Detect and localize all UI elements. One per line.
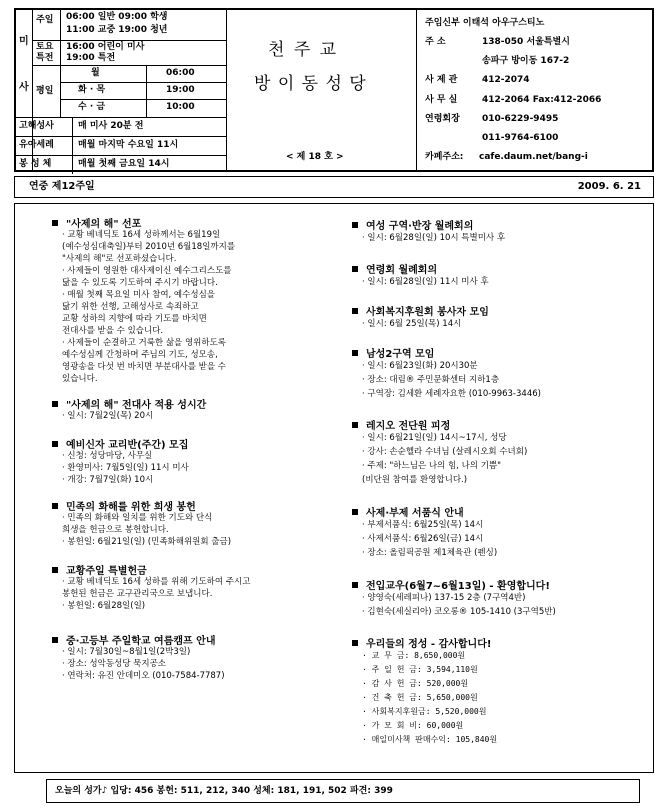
weekday-time-1: 06:00 <box>166 68 195 78</box>
text-line: · 일시: 6월 25일(목) 14시 <box>362 319 462 329</box>
text-line: · 봉헌일: 6월28일(일) <box>62 601 146 611</box>
text-line: · 일시: 6월28일(일) 10시 특별미사 후 <box>362 233 506 243</box>
infant-label: 유아세례 <box>19 140 54 150</box>
text-line: · 사제들이 순결하고 거룩한 삶을 영위하도록 <box>62 338 227 348</box>
divider <box>60 99 226 100</box>
address-line-2: 송파구 방이동 167-2 <box>482 56 570 66</box>
text-line: · 장소: 성악동성당 묵지공소 <box>62 659 166 669</box>
text-line: · 장소: 올림픽공원 제1체육관 (펜싱) <box>362 548 498 558</box>
offering-line: · 가 모 회 비: 60,000원 <box>362 721 464 730</box>
address-label: 주 소 <box>425 37 446 47</box>
issue-number: < 제 18 호 > <box>286 152 344 162</box>
text-line: "사제의 해"로 선포하셨습니다. <box>62 254 177 264</box>
anointing-value: 매월 첫째 금요일 14시 <box>78 159 170 169</box>
text-line: · 장소: 대림® 주민문화센터 지하1층 <box>362 375 500 385</box>
divider <box>72 117 73 174</box>
text-line: · 김현숙(세실리아) 코오롱® 105-1410 (3구역5반) <box>362 607 556 617</box>
text-line: 닮을 수 있도록 기도하여 주시기 바랍니다. <box>62 278 218 288</box>
week-bar <box>14 176 654 198</box>
president-phone-2: 011-9764-6100 <box>482 133 559 143</box>
confession-label: 고해성사 <box>19 121 54 131</box>
offering-line: · 매일미사책 판매수익: 105,840원 <box>362 735 498 744</box>
rectory-phone: 412-2074 <box>482 75 530 85</box>
saturday-times-1: 16:00 어린이 미사 <box>66 42 145 52</box>
section-title-new-parishioners: 전입교우(6월7~6월13일) - 환영합니다! <box>352 577 550 592</box>
sunday-times-1: 06:00 일반 09:00 학생 <box>66 12 168 22</box>
sunday-label: 주일 <box>36 15 54 25</box>
mass-label-mi: 미 <box>19 36 29 47</box>
text-line: · 양영숙(세레피나) 137-15 2층 (7구역4반) <box>362 593 526 603</box>
sunday-times-2: 11:00 교중 19:00 청년 <box>66 25 168 35</box>
section-title-legio-retreat: 레지오 전단원 피정 <box>352 417 450 432</box>
text-line: 교황 성하의 지향에 따라 기도를 바치면 <box>62 314 207 324</box>
priest-name: 주임신부 이태석 아우구스티노 <box>425 18 545 28</box>
section-title-year-of-priests: "사제의 해" 선포 <box>52 215 141 230</box>
church-title-2: 방 이 동 성 당 <box>254 74 367 94</box>
todays-hymns: 오늘의 성가♪ 입당: 456 봉헌: 511, 212, 340 성체: 181, 191, 502 파견: 399 <box>55 786 393 796</box>
mass-label-sa: 사 <box>19 82 29 93</box>
divider <box>146 65 147 117</box>
offering-line: · 주 일 헌 금: 3,594,110원 <box>362 665 478 674</box>
divider <box>32 65 226 66</box>
offering-line: · 교 무 금: 8,650,000원 <box>362 651 466 660</box>
office-label: 사 무 실 <box>425 95 458 105</box>
text-line: · 사제서품식: 6월26일(금) 14시 <box>362 534 484 544</box>
weekday-day-2: 화 · 목 <box>78 85 106 95</box>
text-line: · 교황 베네딕토 16세 성하께서는 6월19일 <box>62 230 221 240</box>
text-line: 영광송을 다섯 번 바치면 부분대사를 받을 수 <box>62 362 227 372</box>
text-line: · 교황 베네딕토 16세 성하를 위해 기도하여 주시고 <box>62 577 251 587</box>
announcements <box>14 203 654 773</box>
text-line: · 일시: 7월30일~8월1일(2박3일) <box>62 647 191 657</box>
text-line: · 매월 첫째 목요일 미사 참여, 예수성심을 <box>62 290 215 300</box>
text-line: · 환영미사: 7월5일(일) 11시 미사 <box>62 463 189 473</box>
text-line: · 사제들이 영원한 대사제이신 예수그리스도를 <box>62 266 232 276</box>
text-line: (예수성심대축일)부터 2010년 6월18일까지를 <box>62 242 236 252</box>
text-line: · 일시: 6월28일(일) 11시 미사 후 <box>362 277 489 287</box>
liturgical-week: 연중 제12주일 <box>29 181 95 192</box>
president-label: 연령회장 <box>425 114 460 124</box>
infant-value: 매월 마지막 수요일 11시 <box>78 140 179 150</box>
divider <box>16 117 226 118</box>
divider <box>16 136 226 137</box>
section-title-funeral-society: 연령회 월례회의 <box>352 261 437 276</box>
president-phone-1: 010-6229-9495 <box>482 114 559 124</box>
section-title-offerings: 우리들의 정성 - 감사합니다! <box>352 635 491 650</box>
section-title-social-welfare: 사회복지후원회 봉사자 모임 <box>352 303 489 318</box>
divider <box>416 10 417 170</box>
cafe-address: cafe.daum.net/bang-i <box>479 152 588 162</box>
office-phone: 412-2064 Fax:412-2066 <box>482 95 602 105</box>
divider <box>32 40 226 41</box>
text-line: · 민족의 화해와 일치를 위한 기도와 단식 <box>62 513 213 523</box>
weekday-time-2: 19:00 <box>166 85 195 95</box>
text-line: 전대사를 받을 수 있습니다. <box>62 326 164 336</box>
weekday-day-3: 수 · 금 <box>78 102 106 112</box>
section-title-papal-collection: 교황주일 특별헌금 <box>52 562 147 577</box>
text-line: · 개강: 7월7일(화) 10시 <box>62 475 154 485</box>
hymn-footer <box>46 779 640 803</box>
text-line: · 일시: 6월21일(일) 14시~17시, 성당 <box>362 433 507 443</box>
section-title-catechumen-class: 예비신자 교리반(주간) 모집 <box>52 436 188 451</box>
bulletin-header <box>14 8 654 172</box>
offering-line: · 건 축 헌 금: 5,650,000원 <box>362 693 478 702</box>
divider <box>60 82 226 83</box>
saturday-times-2: 19:00 특전 <box>66 53 116 63</box>
text-line: 예수성심께 간청하며 주님의 기도, 성모송, <box>62 350 218 360</box>
text-line: (비단원 참여를 환영합니다.) <box>362 475 468 485</box>
text-line: · 연락처: 유진 안데미오 (010-7584-7787) <box>62 671 225 681</box>
offering-line: · 사회복지후원금: 5,520,000원 <box>362 707 487 716</box>
anointing-label: 봉 성 체 <box>19 159 52 169</box>
weekday-label: 평일 <box>36 86 54 96</box>
section-title-mens-district: 남성2구역 모임 <box>352 345 434 360</box>
text-line: · 일시: 6월23일(화) 20시30분 <box>362 361 478 371</box>
section-title-reconciliation-offering: 민족의 화해를 위한 희생 봉헌 <box>52 498 196 513</box>
text-line: · 구역장: 김세환 세례자요한 (010-9963-3446) <box>362 389 541 399</box>
text-line: 희생을 헌금으로 봉헌합니다. <box>62 525 169 535</box>
section-title-summer-camp: 중·고등부 주일학교 여름캠프 안내 <box>52 632 215 647</box>
divider <box>60 10 61 117</box>
saturday-label: 토요 <box>36 42 54 52</box>
text-line: · 신청: 성당마당, 사무실 <box>62 451 153 461</box>
divider <box>16 155 226 156</box>
text-line: 있습니다. <box>62 374 98 384</box>
text-line: 닮기 위한 선행, 고해성사로 속죄하고 <box>62 302 199 312</box>
church-title-1: 천 주 교 <box>268 40 339 60</box>
address-line-1: 138-050 서울특별시 <box>482 37 570 47</box>
rectory-label: 사 제 관 <box>425 75 458 85</box>
text-line: · 봉헌일: 6월21일(일) (민족화해위원회 출금) <box>62 537 232 547</box>
weekday-day-1: 월 <box>91 68 100 78</box>
text-line: · 부제서품식: 6월25일(목) 14시 <box>362 520 484 530</box>
weekday-time-3: 10:00 <box>166 102 195 112</box>
confession-value: 매 미사 20분 전 <box>78 121 144 131</box>
offering-line: · 감 사 헌 금: 520,000원 <box>362 679 469 688</box>
special-label: 특전 <box>36 53 54 63</box>
text-line: · 일시: 7월2일(목) 20시 <box>62 411 154 421</box>
text-line: · 주제: "하느님은 나의 힘, 나의 기쁨" <box>362 461 502 471</box>
section-title-indulgence-hour: "사제의 해" 전대사 적용 성시간 <box>52 396 206 411</box>
divider <box>226 10 227 170</box>
bulletin-date: 2009. 6. 21 <box>577 181 641 192</box>
cafe-label: 카페주소: <box>425 152 464 162</box>
text-line: · 강사: 손순헬라 수녀님 (살레시오회 수녀회) <box>362 447 528 457</box>
section-title-ordination: 사제·부제 서품식 안내 <box>352 504 464 519</box>
text-line: 봉헌된 헌금은 교구관리국으로 보냅니다. <box>62 589 213 599</box>
section-title-womens-meeting: 여성 구역·반장 월례회의 <box>352 217 473 232</box>
